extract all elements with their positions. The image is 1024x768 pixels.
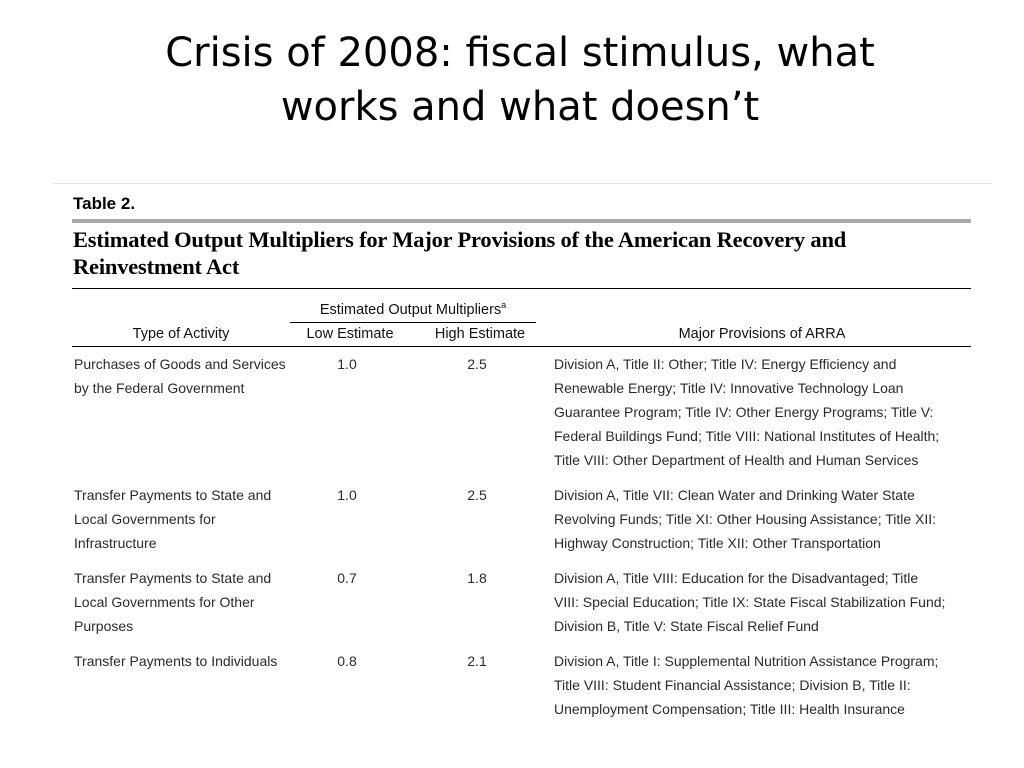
- header-major-provisions: Major Provisions of ARRA: [678, 326, 846, 342]
- caption-rule: [72, 288, 971, 289]
- table-heavy-rule: [72, 219, 971, 223]
- cell-major-provisions: Division A, Title II: Other; Title IV: Energy Efficiency and Renewable Energy; Title IV: Innovative Technology Loan Guarantee Program; Title IV: Other Energy Programs; Title V: Federal Buildings Fund; Title VIII: National Institutes of Health; Title VIII: Other Department of Health and Human Services: [554, 356, 940, 468]
- cell-type-of-activity: Transfer Payments to State and Local Governments for Other Purposes: [74, 570, 272, 634]
- cell-low-estimate: 0.7: [337, 570, 357, 586]
- cell-type-of-activity: Purchases of Goods and Services by the Federal Government: [74, 356, 286, 396]
- top-divider: [52, 183, 992, 184]
- cell-low-estimate: 1.0: [337, 356, 357, 372]
- slide-title-line-1: Crisis of 2008: fiscal stimulus, what: [165, 30, 875, 76]
- header-low-estimate: Low Estimate: [306, 326, 394, 342]
- header-group-label: Estimated Output Multipliers: [319, 301, 502, 318]
- header-estimated-multipliers: [290, 300, 536, 318]
- table-caption-line-2: Reinvestment Act: [73, 254, 240, 279]
- cell-type-of-activity: Transfer Payments to State and Local Governments for Infrastructure: [74, 487, 272, 551]
- cell-type-of-activity: Transfer Payments to Individuals: [74, 653, 278, 669]
- cell-major-provisions: Division A, Title VIII: Education for the Disadvantaged; Title VIII: Special Education; Title IX: State Fiscal Stabilization Fund; Division B, Title V: State Fiscal Relief Fund: [554, 570, 946, 634]
- cell-major-provisions: Division A, Title I: Supplemental Nutrition Assistance Program; Title VIII: Student Financial Assistance; Division B, Title II: Unemployment Compensation; Title III: Health Insurance: [554, 653, 939, 717]
- cell-high-estimate: 1.8: [467, 570, 487, 586]
- cell-high-estimate: 2.5: [467, 356, 487, 372]
- table-number: Table 2.: [73, 194, 136, 213]
- slide-title: [60, 26, 980, 134]
- cell-low-estimate: 0.8: [337, 653, 357, 669]
- header-type-of-activity: Type of Activity: [132, 326, 230, 342]
- table-caption: [73, 226, 983, 280]
- table-caption-line-1: Estimated Output Multipliers for Major Provisions of the American Recovery and: [73, 227, 847, 252]
- header-high-estimate: High Estimate: [434, 326, 526, 342]
- cell-major-provisions: Division A, Title VII: Clean Water and Drinking Water State Revolving Funds; Title XI: Other Housing Assistance; Title XII: Highway Construction; Title XII: Other Transportation: [554, 487, 937, 551]
- cell-low-estimate: 1.0: [337, 487, 357, 503]
- slide-title-line-2: works and what doesn’t: [280, 84, 760, 130]
- cell-high-estimate: 2.1: [467, 653, 487, 669]
- header-group-rule: [290, 322, 536, 323]
- header-footnote-marker: a: [501, 300, 507, 310]
- cell-high-estimate: 2.5: [467, 487, 487, 503]
- header-rule: [72, 346, 971, 347]
